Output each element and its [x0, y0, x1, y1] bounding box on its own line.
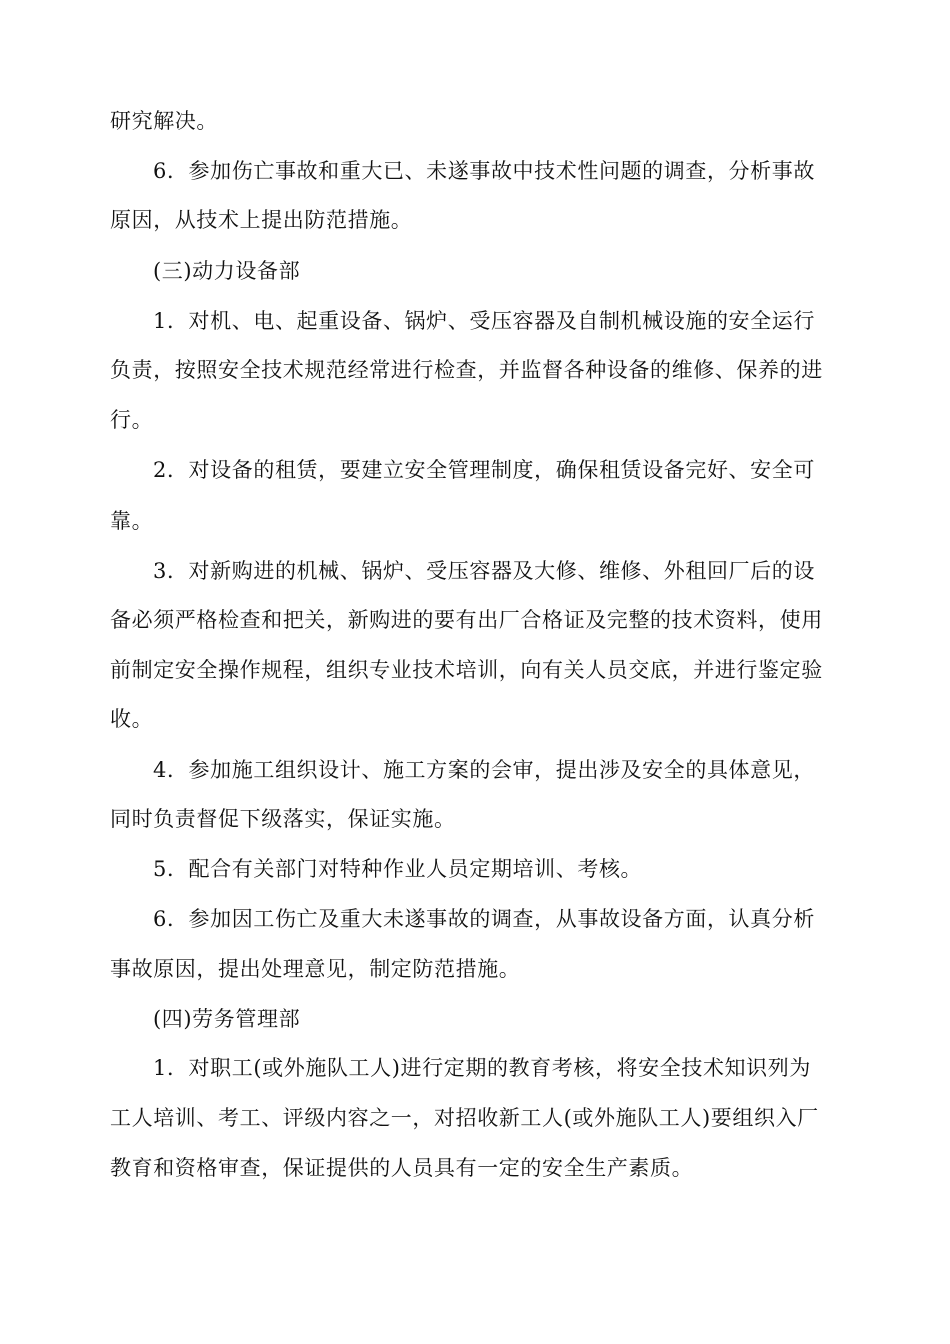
- text-line: 靠。: [110, 509, 154, 533]
- text-line: 行。: [110, 408, 154, 432]
- text-line: 4．参加施工组织设计、施工方案的会审，提出涉及安全的具体意见，: [153, 758, 815, 782]
- text-line: 前制定安全操作规程，组织专业技术培训，向有关人员交底，并进行鉴定验: [110, 658, 823, 682]
- section-heading: (三)动力设备部: [153, 259, 301, 283]
- text-line: 1．对机、电、起重设备、锅炉、受压容器及自制机械设施的安全运行: [153, 309, 815, 333]
- text-line: 5．配合有关部门对特种作业人员定期培训、考核。: [153, 857, 643, 881]
- text-line: 备必须严格检查和把关，新购进的要有出厂合格证及完整的技术资料，使用: [110, 608, 823, 632]
- text-line: 2．对设备的租赁，要建立安全管理制度，确保租赁设备完好、安全可: [153, 458, 815, 482]
- text-line: 研究解决。: [110, 109, 218, 133]
- text-line: 同时负责督促下级落实，保证实施。: [110, 807, 456, 831]
- text-line: 原因，从技术上提出防范措施。: [110, 208, 413, 232]
- text-line: 负责，按照安全技术规范经常进行检查，并监督各种设备的维修、保养的进: [110, 358, 823, 382]
- section-heading: (四)劳务管理部: [153, 1007, 301, 1031]
- text-line: 1．对职工(或外施队工人)进行定期的教育考核，将安全技术知识列为: [153, 1056, 811, 1080]
- text-line: 6．参加因工伤亡及重大未遂事故的调查，从事故设备方面，认真分析: [153, 907, 815, 931]
- text-line: 3．对新购进的机械、锅炉、受压容器及大修、维修、外租回厂后的设: [153, 559, 815, 583]
- text-line: 事故原因，提出处理意见，制定防范措施。: [110, 957, 521, 981]
- text-line: 工人培训、考工、评级内容之一，对招收新工人(或外施队工人)要组织入厂: [110, 1106, 819, 1130]
- text-line: 6．参加伤亡事故和重大已、未遂事故中技术性问题的调查，分析事故: [153, 159, 815, 183]
- text-line: 收。: [110, 707, 154, 731]
- text-line: 教育和资格审查，保证提供的人员具有一定的安全生产素质。: [110, 1156, 694, 1180]
